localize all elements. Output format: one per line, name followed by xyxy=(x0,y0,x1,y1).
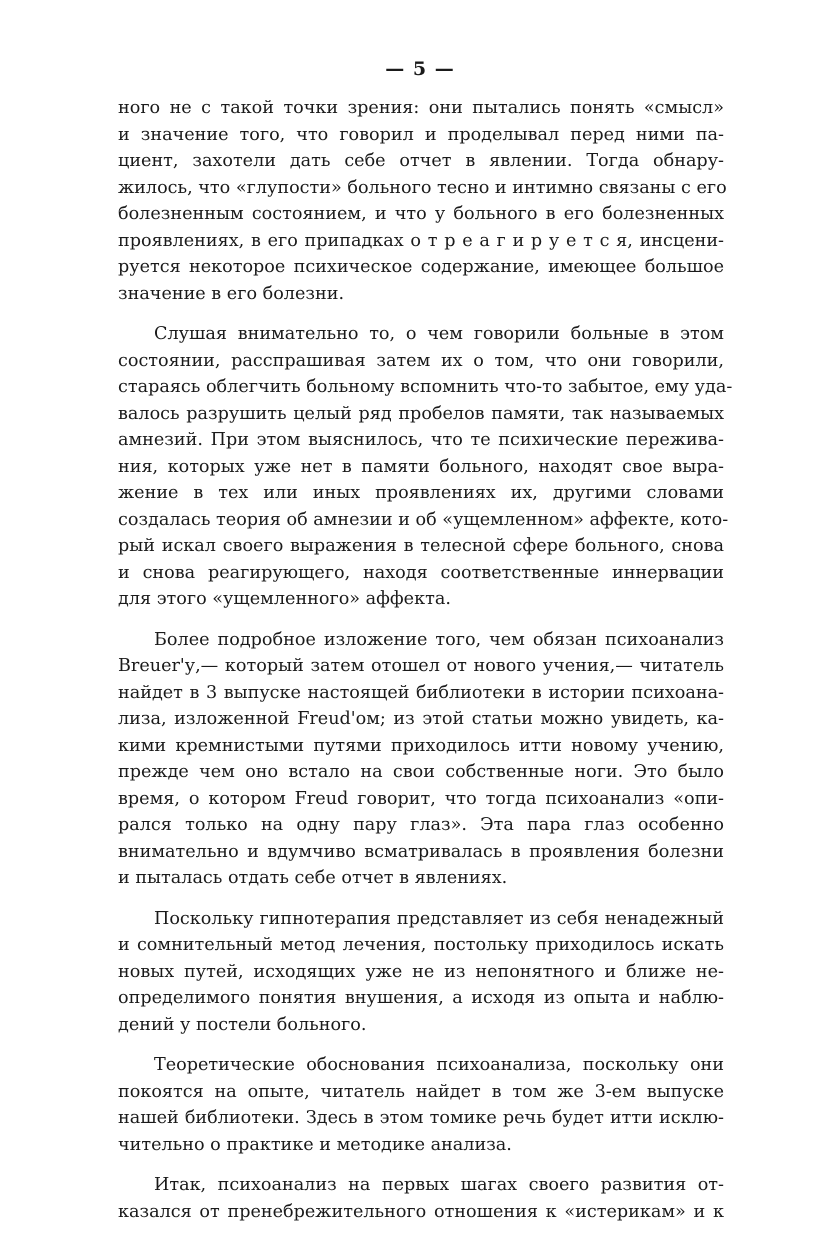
paragraph-5 xyxy=(118,1052,724,1158)
text-line: Слушая внимательно то, о чем говорили больные в этом xyxy=(154,324,724,344)
text-line: лиза, изложенной Freud'ом; из этой статьи можно увидеть, ка- xyxy=(118,709,724,729)
text-line: рый искал своего выражения в телесной сфере больного, снова xyxy=(118,536,724,556)
text-line: кими кремнистыми путями приходилось итти новому учению, xyxy=(118,735,724,756)
text-line: валось разрушить целый ряд пробелов памяти, так называемых xyxy=(118,403,724,424)
text-line: и сомнительный метод лечения, постольку приходилось искать xyxy=(118,935,724,955)
text-line: казался от пренебрежительного отношения к «истерикам» и к xyxy=(118,1201,724,1222)
text-line: жилось, что «глупости» больного тесно и интимно связаны с его xyxy=(118,177,727,198)
text-line: внимательно и вдумчиво всматривалась в проявления болезни xyxy=(118,841,724,862)
text-line: рался только на одну пару глаз». Эта пара глаз особенно xyxy=(118,815,724,835)
text-line: Breuer'у,— который затем отошел от нового учения,— читатель xyxy=(118,656,724,676)
text-line: и значение того, что говорил и проделывал перед ними па- xyxy=(118,124,724,145)
text-line: Более подробное изложение того, чем обязан психоанализ xyxy=(154,629,724,650)
text-line: покоятся на опыте, читатель найдет в том же 3-ем выпуске xyxy=(118,1081,724,1102)
text-line: жение в тех или иных проявлениях их, другими словами xyxy=(118,483,724,503)
text-line: и пыталась отдать себе отчет в явлениях. xyxy=(118,868,508,888)
text-line: время, о котором Freud говорит, что тогда психоанализ «опи- xyxy=(118,788,724,809)
text-line: дений у постели больного. xyxy=(118,1014,367,1035)
text-line: стараясь облегчить больному вспомнить что-то забытое, ему уда- xyxy=(118,377,733,397)
text-line: новых путей, исходящих уже не из непонятного и ближе не- xyxy=(118,961,724,982)
paragraph-6 xyxy=(118,1172,724,1225)
text-line: болезненным состоянием, и что у больного в его болезненных xyxy=(118,204,724,224)
text-line: Итак, психоанализ на первых шагах своего развития от- xyxy=(154,1175,724,1195)
text-line: ния, которых уже нет в памяти больного, находят свое выра- xyxy=(118,456,724,477)
text-line: найдет в 3 выпуске настоящей библиотеки в истории психоана- xyxy=(118,682,724,703)
paragraph-3 xyxy=(118,627,724,892)
text-line: и снова реагирующего, находя соответственные иннервации xyxy=(118,562,724,583)
body-text xyxy=(118,95,733,1239)
text-line: определимого понятия внушения, а исходя из опыта и наблю- xyxy=(118,988,724,1008)
text-line: проявлениях, в его припадках о т р е а г и р у е т с я, инсцени- xyxy=(118,230,724,251)
text-line: чительно о практике и методике анализа. xyxy=(118,1134,512,1155)
page-number: — 5 — xyxy=(385,58,455,80)
text-line: прежде чем оно встало на свои собственные ноги. Это было xyxy=(118,762,724,782)
paragraph-4 xyxy=(118,906,724,1039)
text-line: циент, захотели дать себе отчет в явлении. Тогда обнару- xyxy=(118,151,724,171)
text-line: значение в его болезни. xyxy=(118,283,345,304)
text-line: для этого «ущемленного» аффекта. xyxy=(118,589,451,609)
text-line: ного не с такой точки зрения: они пытались понять «смысл» xyxy=(118,98,724,118)
text-line: создалась теория об амнезии и об «ущемленном» аффекте, кото- xyxy=(118,509,729,530)
text-line: Поскольку гипнотерапия представляет из себя ненадежный xyxy=(154,908,724,929)
paragraph-2 xyxy=(118,321,733,613)
text-line: нашей библиотеки. Здесь в этом томике речь будет итти исклю- xyxy=(118,1108,724,1128)
text-line: Теоретические обоснования психоанализа, поскольку они xyxy=(154,1055,724,1075)
text-line: руется некоторое психическое содержание, имеющее большое xyxy=(118,257,724,277)
paragraph-1 xyxy=(118,95,727,307)
text-line: амнезий. При этом выяснилось, что те психические пережива- xyxy=(118,430,724,450)
text-line: состоянии, расспрашивая затем их о том, что они говорили, xyxy=(118,350,724,371)
